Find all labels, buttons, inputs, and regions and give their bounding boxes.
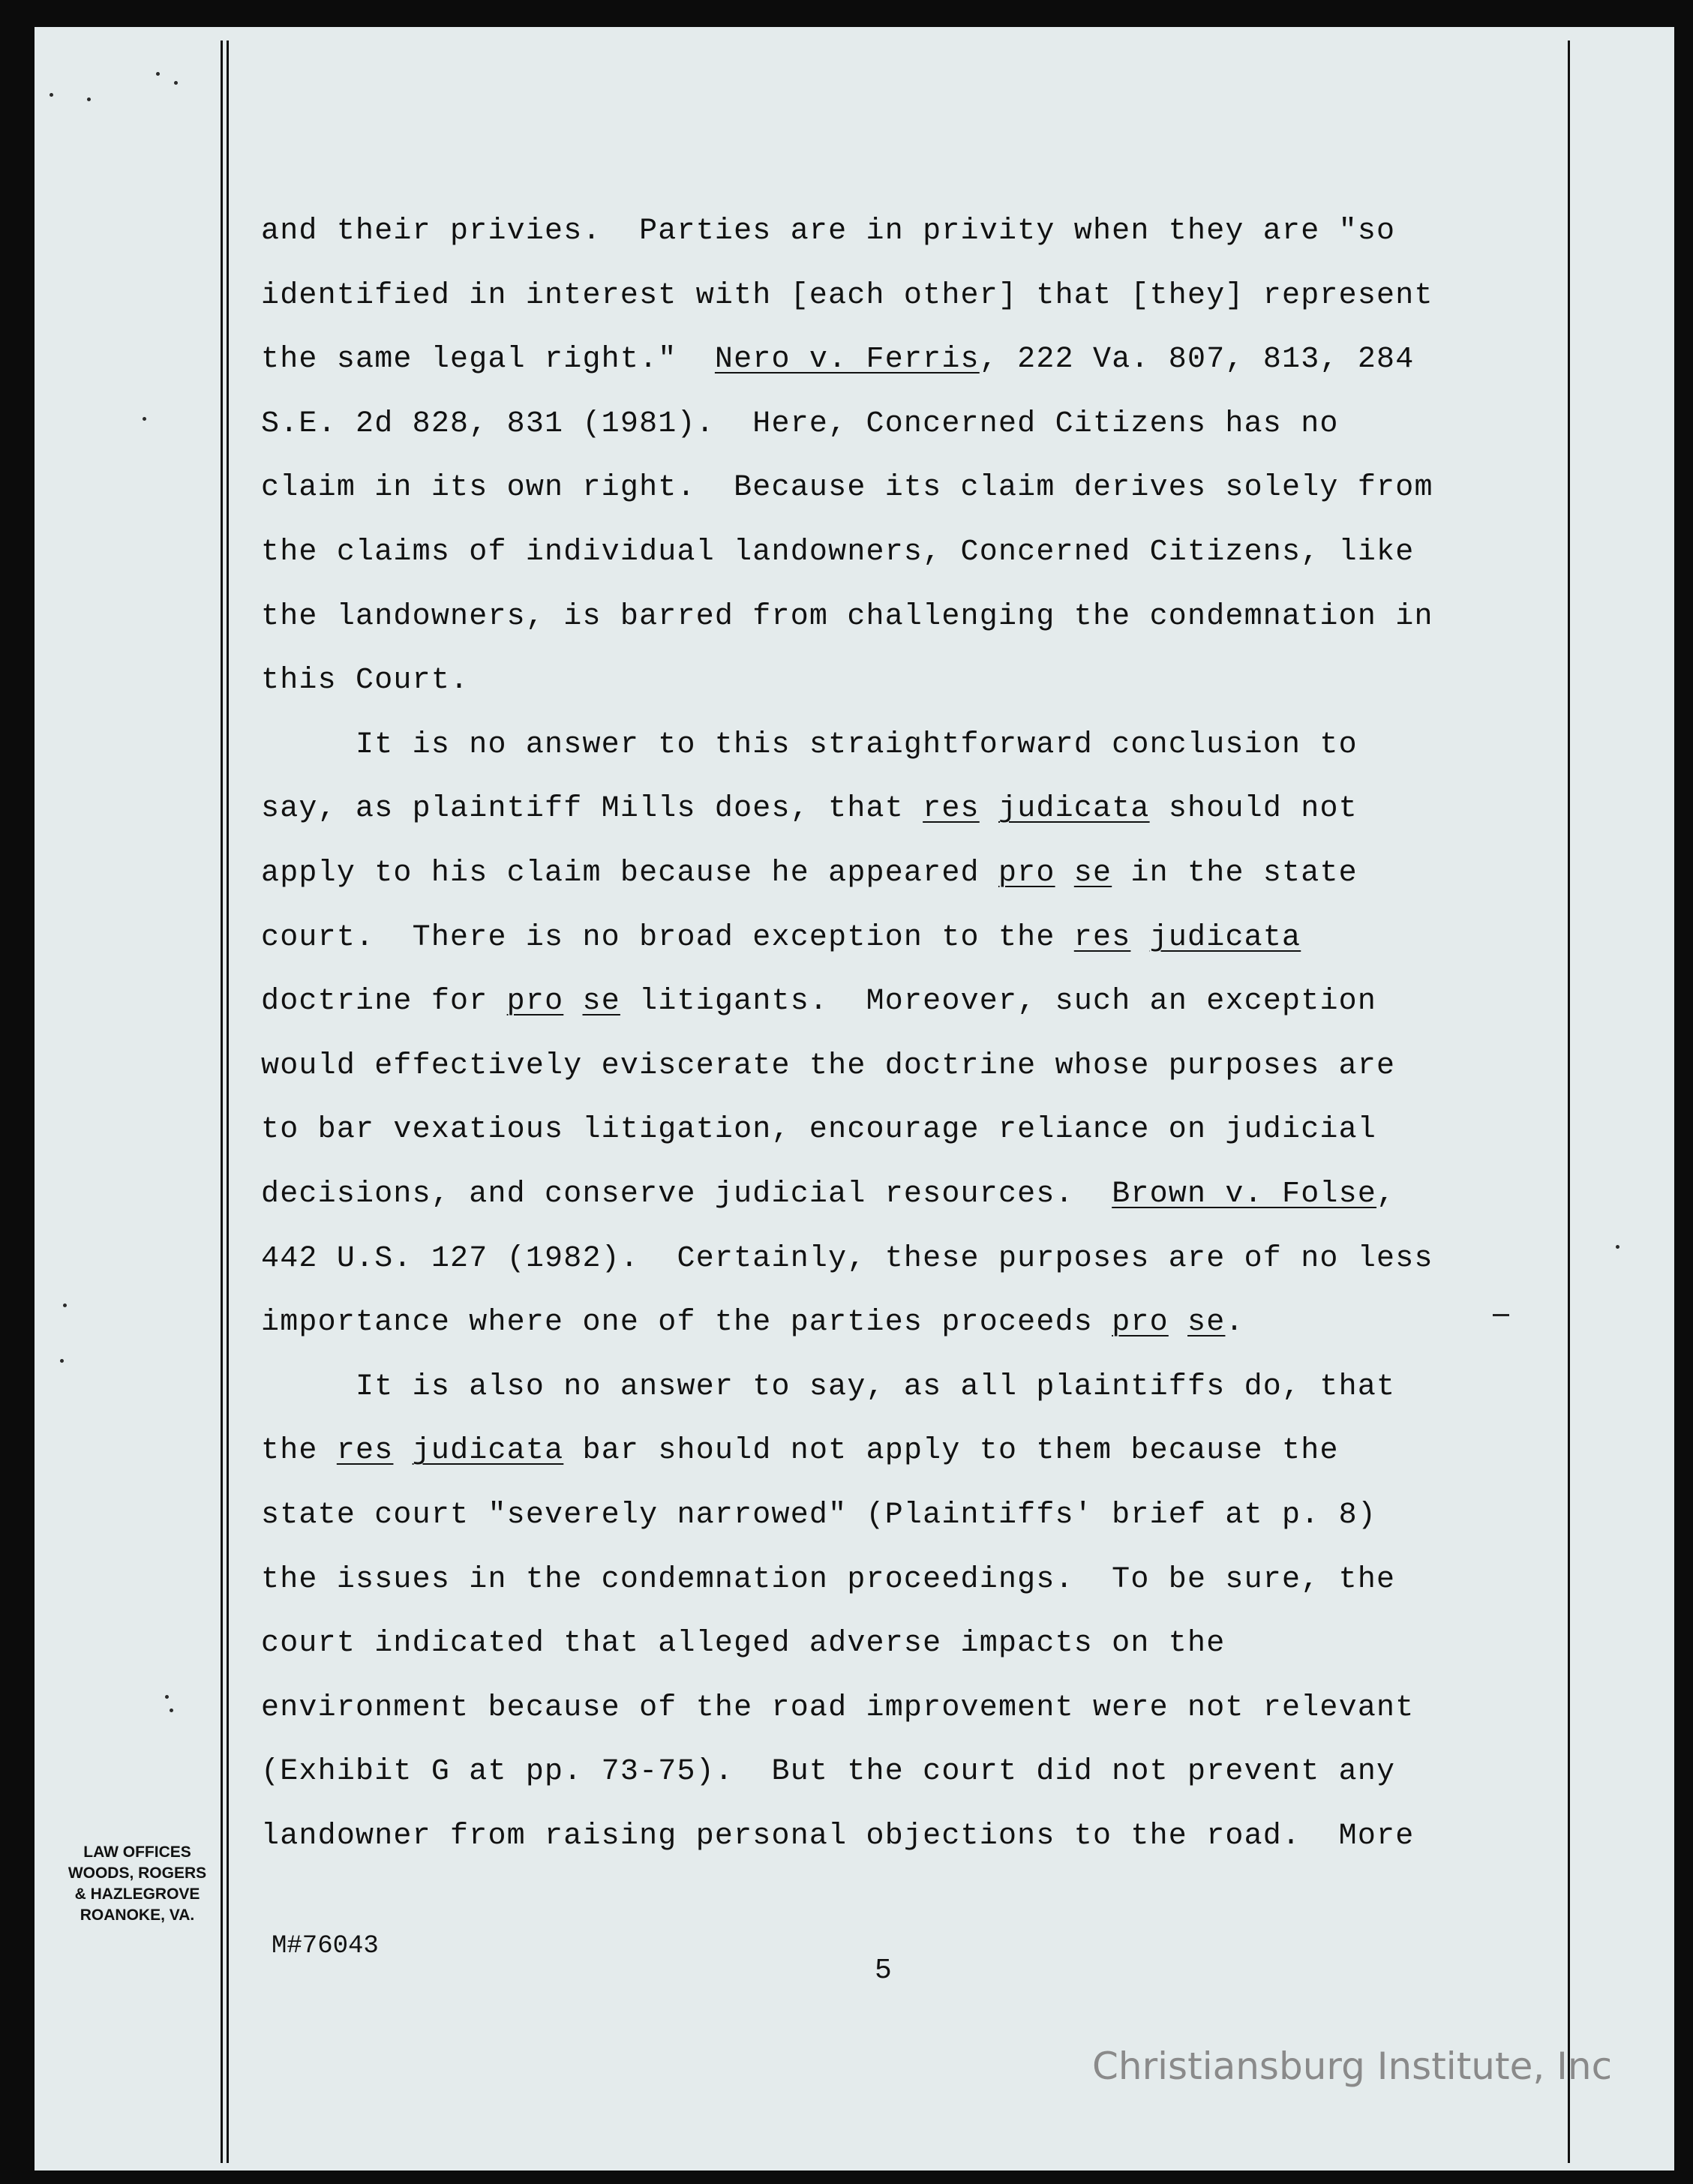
text-line xyxy=(261,1434,1339,1468)
text-segment: bar should not apply to them because the xyxy=(563,1434,1339,1468)
watermark: Christiansburg Institute, Inc xyxy=(1092,2044,1613,2088)
scan-speck xyxy=(87,98,91,101)
text-segment: S.E. 2d 828, 831 (1981). Here, Concerned Citizens has no xyxy=(261,406,1339,441)
text-line xyxy=(261,1691,1414,1725)
text-segment: identified in interest with [each other] that [they] represent xyxy=(261,278,1433,313)
text-segment: It is also no answer to say, as all plaintiffs do, that xyxy=(261,1370,1396,1404)
text-segment: the landowners, is barred from challenging the condemnation in xyxy=(261,599,1433,634)
scan-speck xyxy=(63,1304,67,1307)
underlined-citation: res xyxy=(336,1434,394,1468)
right-margin-rule xyxy=(1568,40,1570,2163)
text-segment: 442 U.S. 127 (1982). Certainly, these purposes are of no less xyxy=(261,1241,1433,1276)
text-segment xyxy=(563,985,582,1018)
underlined-citation: res xyxy=(923,792,980,826)
scan-speck xyxy=(170,1708,173,1712)
text-line xyxy=(261,214,1395,248)
text-line xyxy=(261,921,1301,955)
text-segment: the xyxy=(261,1434,337,1468)
text-line xyxy=(261,792,1358,826)
text-segment: to bar vexatious litigation, encourage reliance on judicial xyxy=(261,1113,1377,1148)
text-line xyxy=(261,664,469,698)
text-segment xyxy=(1169,1306,1187,1340)
text-segment: doctrine for xyxy=(261,985,507,1019)
underlined-citation: judicata xyxy=(1149,920,1301,955)
underlined-citation: Brown v. Folse xyxy=(1112,1178,1377,1211)
underlined-citation: se xyxy=(1073,856,1112,890)
text-segment: , xyxy=(1376,1178,1396,1211)
text-line xyxy=(261,1113,1376,1147)
text-line xyxy=(261,343,1414,376)
document-number: M#76043 xyxy=(272,1932,379,1960)
underlined-citation: se xyxy=(582,985,620,1019)
text-line xyxy=(261,279,1433,313)
text-segment xyxy=(1055,856,1074,890)
text-segment: environment because of the road improvement were not relevant xyxy=(261,1690,1415,1725)
scan-speck xyxy=(165,1695,169,1699)
text-segment: this Court. xyxy=(261,664,470,698)
scan-speck xyxy=(174,81,178,85)
text-segment xyxy=(393,1434,412,1468)
text-segment: claim in its own right. Because its claim derives solely from xyxy=(261,471,1433,506)
text-line xyxy=(261,1498,1376,1532)
text-segment: in the state xyxy=(1112,856,1358,890)
text-segment: should not xyxy=(1149,792,1358,826)
text-segment: court indicated that alleged adverse impacts on the xyxy=(261,1627,1226,1661)
text-segment: litigants. Moreover, such an exception xyxy=(620,985,1377,1019)
text-line xyxy=(261,1820,1414,1853)
text-segment: the claims of individual landowners, Concerned Citizens, like xyxy=(261,536,1415,569)
scan-speck xyxy=(50,93,53,97)
underlined-citation: pro xyxy=(998,856,1055,890)
firm-line: WOODS, ROGERS xyxy=(68,1864,207,1882)
left-margin-rule-inner xyxy=(227,40,229,2163)
text-segment: and their privies. Parties are in privity when they are "so xyxy=(261,214,1396,248)
text-line xyxy=(261,536,1414,569)
text-segment xyxy=(1130,921,1149,955)
text-segment: state court "severely narrowed" (Plaintiffs' brief at p. 8) xyxy=(261,1498,1377,1532)
underlined-citation: Nero v. Ferris xyxy=(714,343,980,377)
text-segment: the issues in the condemnation proceedings. To be sure, the xyxy=(261,1562,1396,1597)
text-segment: importance where one of the parties proceeds xyxy=(261,1306,1112,1340)
underlined-citation: res xyxy=(1073,920,1131,955)
text-line xyxy=(261,1627,1225,1660)
text-segment: . xyxy=(1225,1306,1244,1340)
text-line xyxy=(261,1563,1395,1597)
scan-speck xyxy=(1616,1245,1619,1249)
text-line xyxy=(261,1242,1433,1276)
text-segment: It is no answer to this straightforward conclusion to xyxy=(261,728,1358,762)
text-line xyxy=(261,407,1339,441)
text-segment: landowner from raising personal objections to the road. More xyxy=(261,1820,1415,1853)
underlined-citation: pro xyxy=(506,985,564,1019)
text-line xyxy=(261,1178,1395,1211)
text-line xyxy=(261,856,1358,890)
text-line xyxy=(261,471,1433,505)
text-segment xyxy=(980,792,998,826)
page-number: 5 xyxy=(875,1954,892,1987)
text-line xyxy=(261,1049,1395,1083)
text-segment: apply to his claim because he appeared xyxy=(261,856,998,890)
text-line xyxy=(261,728,1358,762)
firm-line: ROANOKE, VA. xyxy=(80,1906,195,1924)
text-line xyxy=(261,600,1433,634)
text-line xyxy=(261,1306,1244,1340)
text-segment: would effectively eviscerate the doctrine whose purposes are xyxy=(261,1048,1396,1083)
law-office-stamp xyxy=(59,1842,216,1926)
text-line xyxy=(261,1755,1395,1789)
scan-speck xyxy=(60,1359,64,1363)
scan-mark xyxy=(1493,1314,1509,1316)
underlined-citation: pro xyxy=(1112,1306,1169,1340)
text-segment: court. There is no broad exception to the xyxy=(261,920,1074,955)
text-segment: decisions, and conserve judicial resources. xyxy=(261,1178,1112,1211)
scan-speck xyxy=(143,417,146,421)
text-segment: the same legal right." xyxy=(261,343,715,377)
text-segment: , 222 Va. 807, 813, 284 xyxy=(979,343,1415,377)
text-line xyxy=(261,985,1376,1018)
left-margin-rule xyxy=(221,40,223,2163)
text-line xyxy=(261,1370,1395,1404)
underlined-citation: judicata xyxy=(412,1434,564,1468)
underlined-citation: se xyxy=(1187,1306,1226,1340)
scan-speck xyxy=(156,72,160,76)
document-page xyxy=(35,27,1674,2170)
firm-line: & HAZLEGROVE xyxy=(74,1886,200,1903)
text-segment: say, as plaintiff Mills does, that xyxy=(261,792,923,826)
firm-line: LAW OFFICES xyxy=(83,1844,191,1861)
underlined-citation: judicata xyxy=(998,792,1150,826)
text-segment: (Exhibit G at pp. 73-75). But the court did not prevent any xyxy=(261,1755,1396,1790)
